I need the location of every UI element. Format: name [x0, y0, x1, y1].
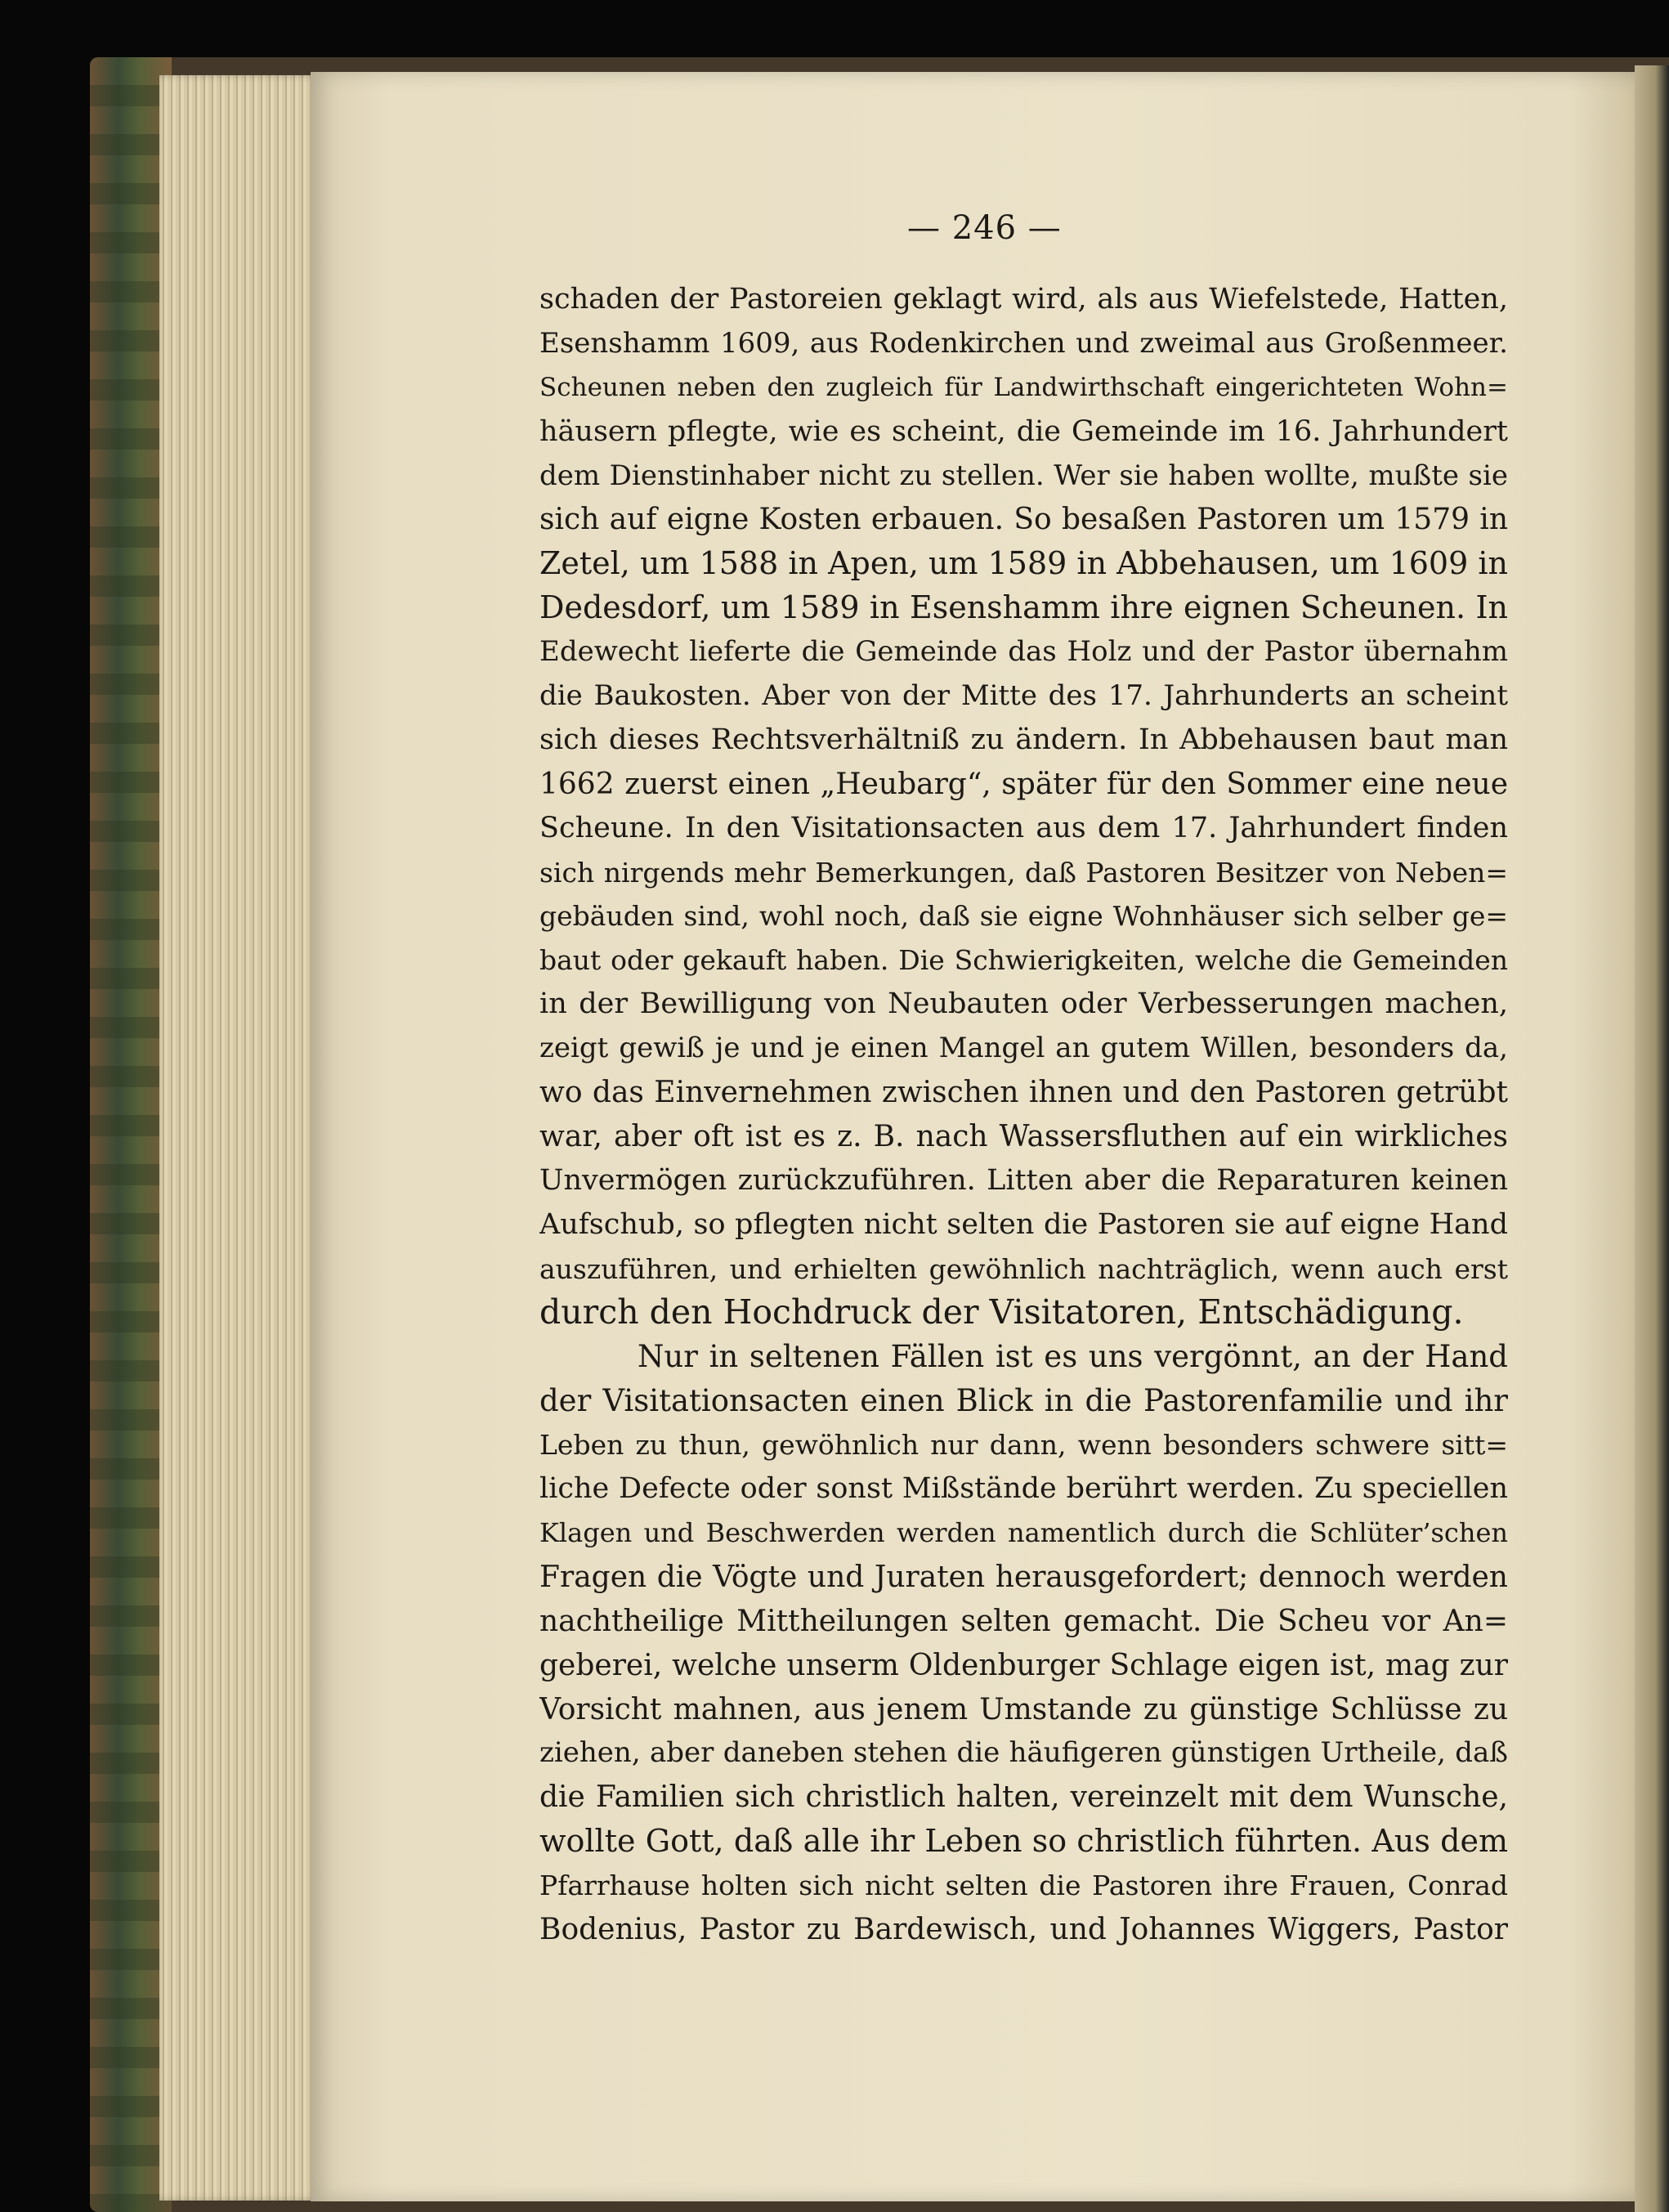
page-number: — 246 — [907, 209, 1062, 247]
text-line: geberei, welche unserm Oldenburger Schlage eigen ist, mag zur [539, 1648, 1508, 1682]
text-line: sich nirgends mehr Bemerkungen, daß Pastoren Besitzer von Neben= [539, 856, 1508, 889]
text-line: Nur in seltenen Fällen ist es uns vergönnt, an der Hand [638, 1339, 1508, 1375]
text-line: wo das Einvernehmen zwischen ihnen und den Pastoren getrübt [539, 1076, 1508, 1110]
text-line: Pfarrhause holten sich nicht selten die Pastoren ihre Frauen, Conrad [539, 1869, 1508, 1902]
page-stack-edges [159, 75, 323, 2201]
text-line: dem Dienstinhaber nicht zu stellen. Wer sie haben wollte, mußte sie [539, 459, 1508, 492]
text-line: Esenshamm 1609, aus Rodenkirchen und zweimal aus Großenmeer. [539, 326, 1508, 360]
text-line: sich dieses Rechtsverhältniß zu ändern. In Abbehausen baut man [539, 723, 1508, 756]
page-text [539, 278, 1508, 1952]
text-line: häusern pflegte, wie es scheint, die Gemeinde im 16. Jahrhundert [539, 414, 1508, 448]
text-line: durch den Hochdruck der Visitatoren, Entschädigung. [539, 1292, 1464, 1332]
text-line: die Familien sich christlich halten, vereinzelt mit dem Wunsche, [539, 1780, 1508, 1815]
text-line: sich auf eigne Kosten erbauen. So besaßen Pastoren um 1579 in [539, 503, 1508, 537]
text-line: wollte Gott, daß alle ihr Leben so christlich führten. Aus dem [539, 1823, 1508, 1860]
text-line: auszuführen, und erhielten gewöhnlich nachträglich, wenn auch erst [539, 1252, 1508, 1285]
text-line: zeigt gewiß je und je einen Mangel an gutem Willen, besonders da, [539, 1032, 1508, 1065]
text-line: Fragen die Vögte und Juraten herausgefordert; dennoch werden [539, 1560, 1508, 1594]
book-right-edge [1635, 65, 1669, 2212]
text-line: Aufschub, so pflegten nicht selten die Pastoren sie auf eigne Hand [539, 1207, 1508, 1241]
text-line: die Baukosten. Aber von der Mitte des 17. Jahrhunderts an scheint [539, 679, 1508, 713]
text-line: nachtheilige Mittheilungen selten gemacht. Die Scheu vor An= [539, 1604, 1508, 1638]
text-line: Zetel, um 1588 in Apen, um 1589 in Abbehausen, um 1609 in [539, 545, 1508, 582]
text-line: gebäuden sind, wohl noch, daß sie eigne Wohnhäuser sich selber ge= [539, 900, 1508, 933]
text-line: Bodenius, Pastor zu Bardewisch, und Johannes Wiggers, Pastor [539, 1912, 1508, 1946]
text-line: baut oder gekauft haben. Die Schwierigkeiten, welche die Gemeinden [539, 944, 1508, 977]
text-line: der Visitationsacten einen Blick in die Pastorenfamilie und ihr [539, 1383, 1508, 1419]
text-line: 1662 zuerst einen „Heubarg“, später für den Sommer eine neue [539, 767, 1508, 801]
text-line: Vorsicht mahnen, aus jenem Umstande zu günstige Schlüsse zu [539, 1692, 1508, 1726]
text-line: schaden der Pastoreien geklagt wird, als aus Wiefelstede, Hatten, [539, 283, 1508, 316]
text-line: Klagen und Beschwerden werden namentlich durch die Schlüter’schen [539, 1516, 1508, 1548]
text-line: Leben zu thun, gewöhnlich nur dann, wenn besonders schwere sitt= [539, 1429, 1508, 1462]
text-line: Edewecht lieferte die Gemeinde das Holz und der Pastor übernahm [539, 635, 1508, 669]
text-line: Unvermögen zurückzuführen. Litten aber die Reparaturen keinen [539, 1163, 1508, 1197]
text-line: Scheunen neben den zugleich für Landwirthschaft eingerichteten Wohn= [539, 372, 1508, 402]
text-line: liche Defecte oder sonst Mißstände berührt werden. Zu speciellen [539, 1472, 1508, 1506]
text-line: war, aber oft ist es z. B. nach Wassersfluthen auf ein wirkliches [539, 1119, 1508, 1153]
text-line: Scheune. In den Visitationsacten aus dem 17. Jahrhundert finden [539, 811, 1508, 844]
text-line: ziehen, aber daneben stehen die häufigeren günstigen Urtheile, daß [539, 1736, 1508, 1770]
text-line: in der Bewilligung von Neubauten oder Verbesserungen machen, [539, 987, 1508, 1021]
text-line: Dedesdorf, um 1589 in Esenshamm ihre eignen Scheunen. In [539, 589, 1508, 626]
